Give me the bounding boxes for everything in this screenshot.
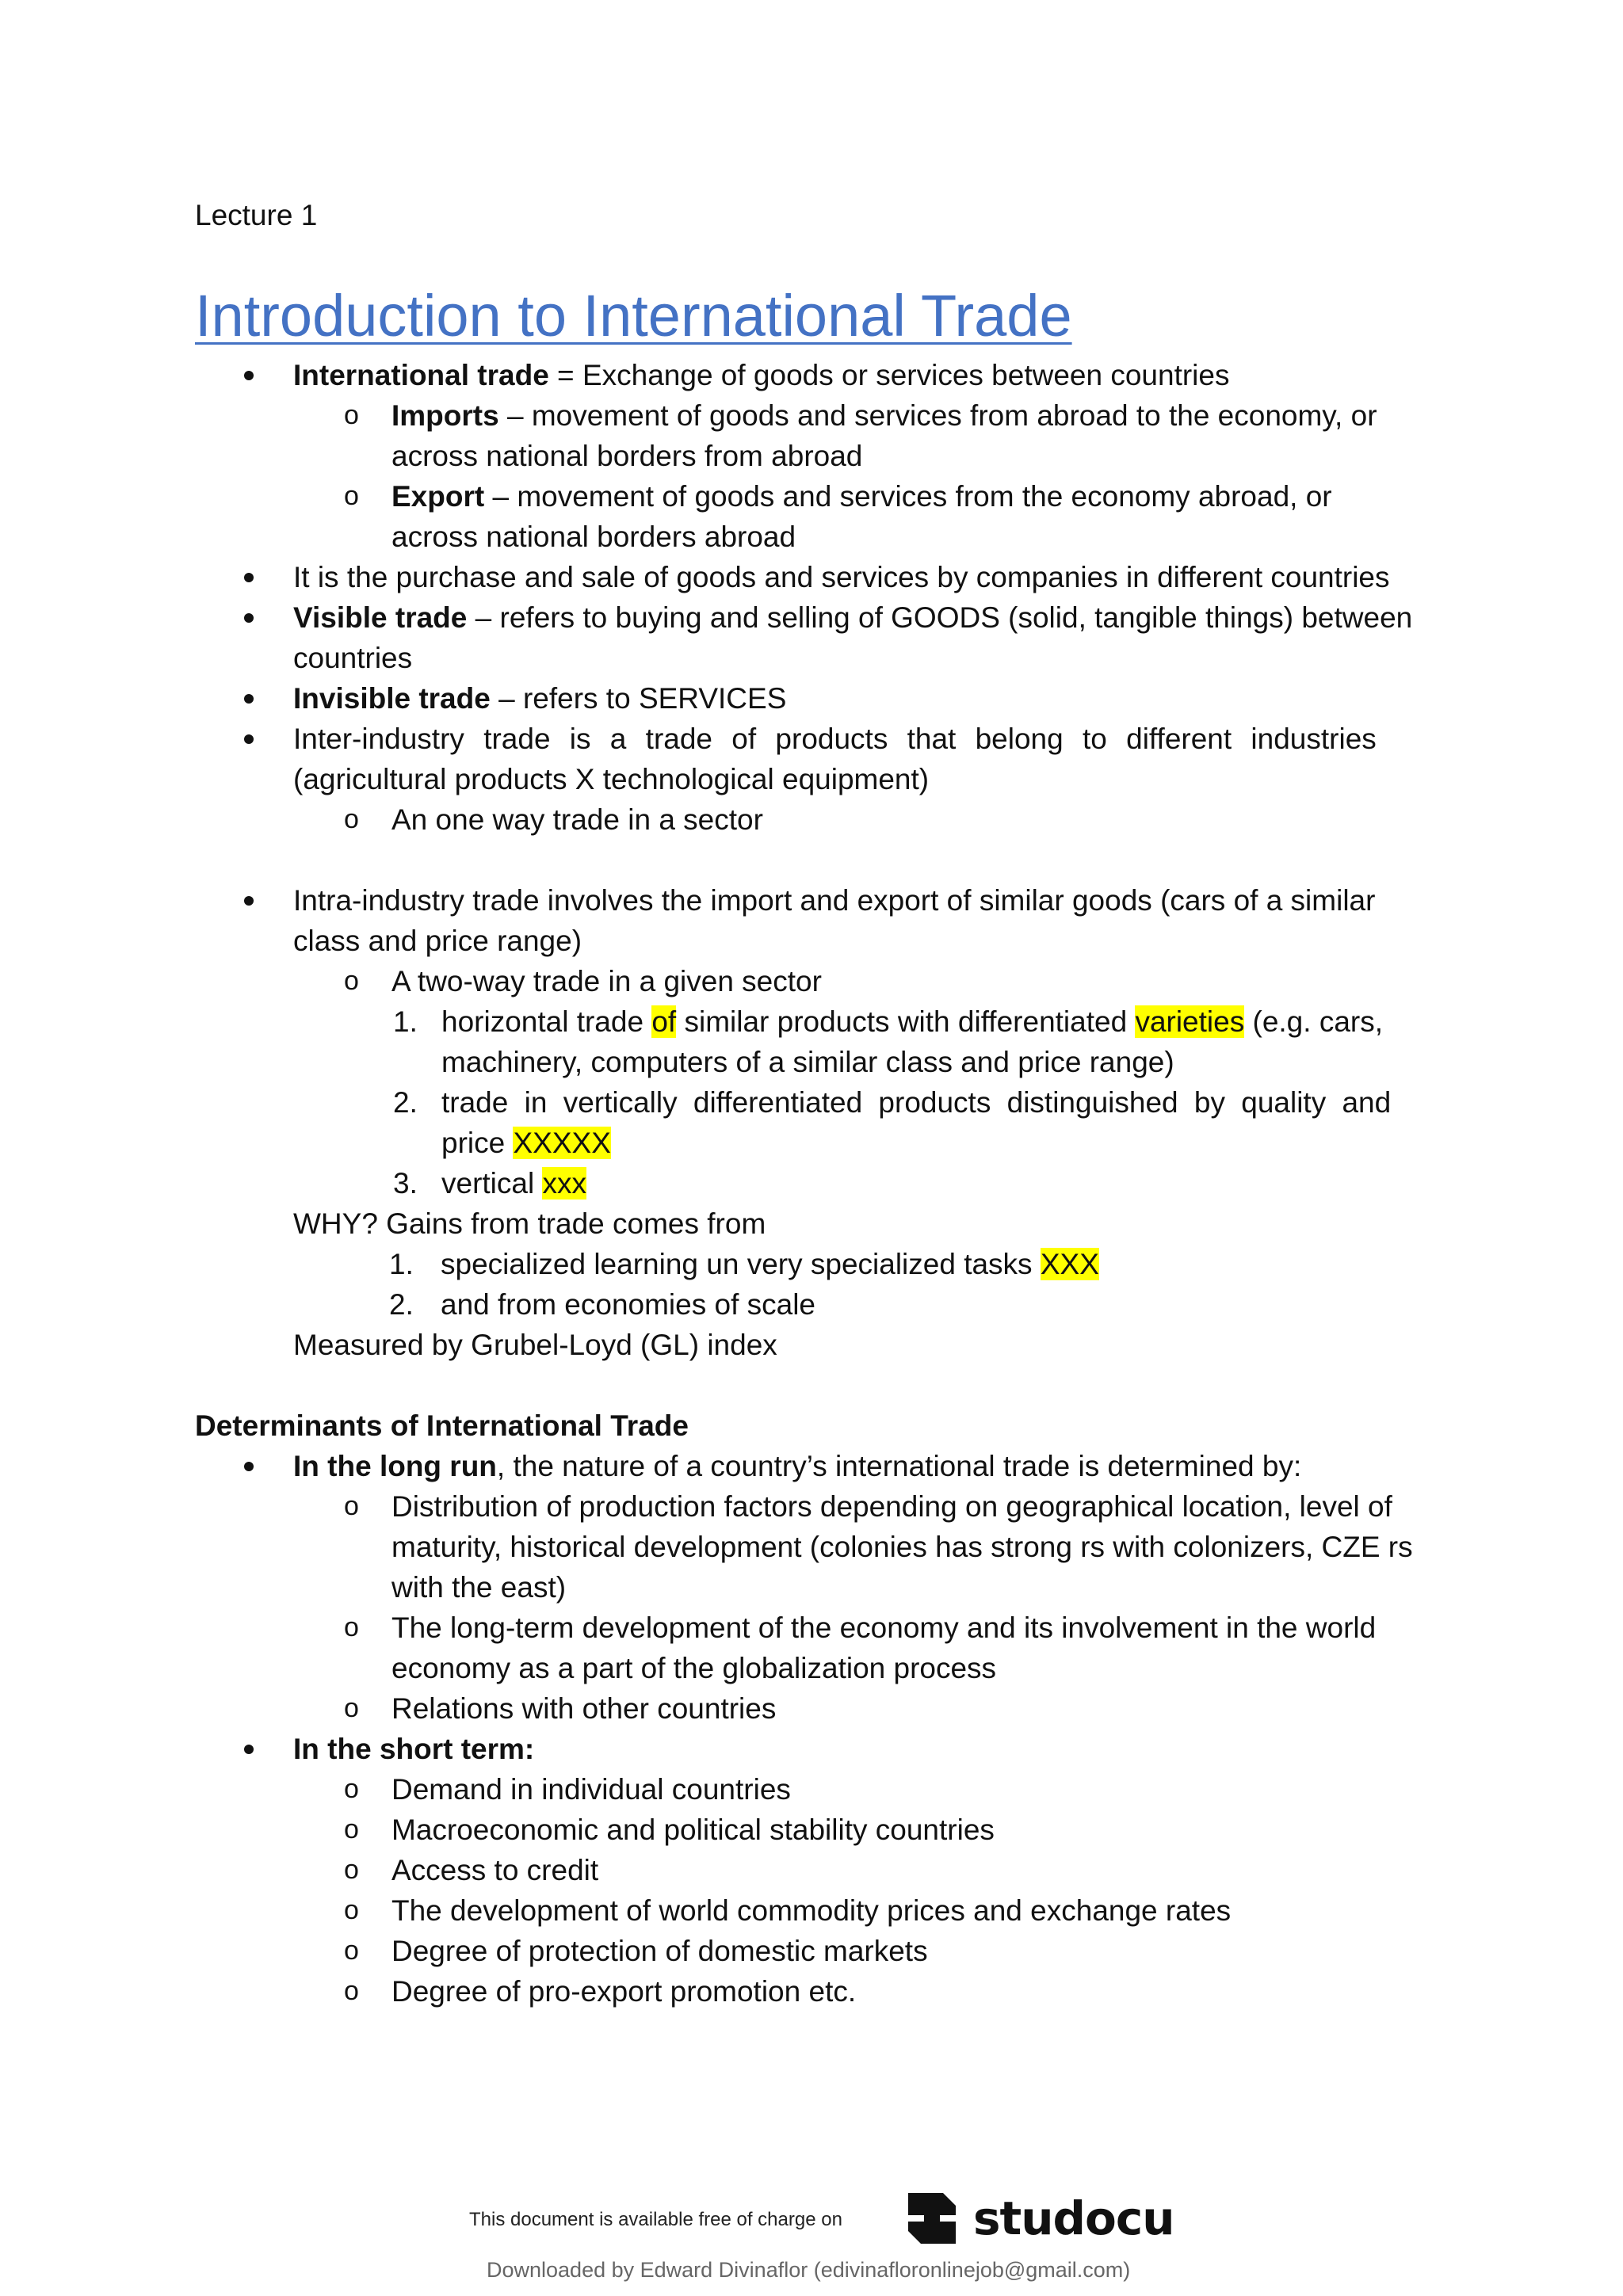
section-heading: Determinants of International Trade	[195, 1409, 689, 1442]
item-text: specialized learning un very specialized tasks	[441, 1248, 1041, 1280]
item-text: – movement of goods and services from abroad to the economy, or	[498, 399, 1377, 432]
circle-bullet-icon: o	[344, 1612, 359, 1642]
item-text: horizontal trade	[441, 1005, 652, 1038]
circle-bullet-icon: o	[344, 1895, 359, 1925]
item-text: Demand in individual countries	[391, 1773, 791, 1806]
item-text: Distribution of production factors depending on geographical location, level of	[391, 1490, 1392, 1523]
document-body	[195, 355, 1436, 2012]
list-item	[195, 1850, 1436, 1890]
circle-bullet-icon: o	[344, 1814, 359, 1844]
circle-bullet-icon: o	[344, 1936, 359, 1966]
numbered-item	[195, 1082, 1436, 1123]
list-item	[195, 1971, 1436, 2012]
list-item	[195, 1729, 1436, 1769]
item-text: – refers to SERVICES	[490, 682, 787, 715]
list-item	[195, 476, 1436, 517]
list-item-continuation: across national borders from abroad	[391, 440, 863, 472]
item-text: Inter-industry trade is a trade of products that belong to different industries	[293, 723, 1377, 755]
term: In the long run	[293, 1450, 497, 1482]
circle-bullet-icon: o	[344, 804, 359, 834]
spacer	[195, 1365, 1436, 1405]
circle-bullet-icon: o	[344, 400, 359, 430]
numbered-item	[195, 1284, 1436, 1325]
footer-availability-text: This document is available free of charge on	[469, 2209, 842, 2230]
item-number: 3.	[393, 1167, 418, 1199]
item-text: similar products with differentiated	[676, 1005, 1136, 1038]
item-text: and from economies of scale	[441, 1288, 816, 1321]
list-item	[195, 799, 1436, 840]
numbered-item	[195, 1001, 1436, 1042]
item-text: price	[441, 1127, 514, 1159]
list-item	[195, 395, 1436, 436]
list-item	[195, 961, 1436, 1001]
item-number: 1.	[389, 1248, 414, 1280]
item-text: A two-way trade in a given sector	[391, 965, 822, 997]
highlighted-text: varieties	[1135, 1005, 1245, 1038]
list-item	[195, 1608, 1436, 1648]
list-item	[195, 880, 1436, 921]
studocu-logo[interactable]	[900, 2187, 1174, 2250]
circle-bullet-icon: o	[344, 1491, 359, 1521]
list-item	[195, 1931, 1436, 1971]
term: Export	[391, 480, 485, 513]
page-title: Introduction to International Trade	[195, 283, 1072, 349]
circle-bullet-icon: o	[344, 966, 359, 996]
spacer	[195, 840, 1436, 880]
list-item	[195, 719, 1436, 759]
list-item	[195, 1810, 1436, 1850]
item-number: 2.	[389, 1288, 414, 1321]
studocu-wordmark: studocu	[973, 2191, 1174, 2245]
circle-bullet-icon: o	[344, 1976, 359, 2006]
list-item-continuation: class and price range)	[293, 925, 582, 957]
list-item	[195, 597, 1436, 638]
list-item-continuation: (agricultural products X technological equipment)	[293, 763, 930, 795]
item-text: Macroeconomic and political stability countries	[391, 1814, 995, 1846]
list-item	[195, 1486, 1436, 1527]
term: Invisible trade	[293, 682, 491, 715]
numbered-item-continuation: machinery, computers of a similar class and price range)	[441, 1046, 1174, 1078]
item-text: trade in vertically differentiated products distinguished by quality and	[441, 1086, 1392, 1119]
highlighted-text: of	[651, 1005, 677, 1038]
list-item	[195, 557, 1436, 597]
highlighted-text: xxx	[542, 1167, 586, 1199]
term: Visible trade	[293, 601, 468, 634]
circle-bullet-icon: o	[344, 1693, 359, 1723]
item-text: It is the purchase and sale of goods and services by companies in different countries	[293, 561, 1390, 593]
list-item	[195, 1688, 1436, 1729]
circle-bullet-icon: o	[344, 1855, 359, 1885]
list-item	[195, 355, 1436, 395]
term: Imports	[391, 399, 499, 432]
why-line: WHY? Gains from trade comes from	[293, 1207, 766, 1240]
numbered-item	[195, 1244, 1436, 1284]
measured-line: Measured by Grubel-Loyd (GL) index	[293, 1329, 777, 1361]
item-text: – refers to buying and selling of GOODS (solid, tangible things) between	[467, 601, 1413, 634]
item-text: Degree of protection of domestic markets	[391, 1935, 928, 1967]
item-text: Relations with other countries	[391, 1692, 777, 1725]
list-item	[195, 1890, 1436, 1931]
item-text: The development of world commodity prices and exchange rates	[391, 1894, 1232, 1927]
highlighted-text: XXX	[1040, 1248, 1099, 1280]
lecture-label: Lecture 1	[195, 199, 318, 231]
list-item-continuation: maturity, historical development (colonies has strong rs with colonizers, CZE rs	[391, 1531, 1413, 1563]
circle-bullet-icon: o	[344, 481, 359, 511]
list-item-continuation: countries	[293, 642, 413, 674]
item-text: (e.g. cars,	[1244, 1005, 1383, 1038]
numbered-item-continuation	[195, 1123, 1436, 1163]
studocu-logo-icon	[900, 2187, 964, 2250]
numbered-item	[195, 1163, 1436, 1203]
highlighted-text: XXXXX	[513, 1127, 611, 1159]
item-number: 2.	[393, 1086, 418, 1119]
item-text: An one way trade in a sector	[391, 803, 763, 836]
term: International trade	[293, 359, 549, 391]
circle-bullet-icon: o	[344, 1774, 359, 1804]
list-item	[195, 678, 1436, 719]
item-text: Intra-industry trade involves the import and export of similar goods (cars of a similar	[293, 884, 1376, 917]
list-item-continuation: with the east)	[391, 1571, 567, 1604]
list-item	[195, 1769, 1436, 1810]
item-text: = Exchange of goods or services between countries	[548, 359, 1230, 391]
list-item	[195, 1446, 1436, 1486]
footer-download-text: Downloaded by Edward Divinaflor (edivinafloronlinejob@gmail.com)	[487, 2258, 1131, 2282]
item-text: – movement of goods and services from the economy abroad, or	[484, 480, 1332, 513]
item-text: Access to credit	[391, 1854, 599, 1886]
item-text: vertical	[441, 1167, 543, 1199]
list-item-continuation: across national borders abroad	[391, 521, 796, 553]
list-item-continuation: economy as a part of the globalization process	[391, 1652, 997, 1684]
item-text: , the nature of a country’s international trade is determined by:	[496, 1450, 1302, 1482]
term: In the short term:	[293, 1733, 535, 1765]
item-text: The long-term development of the economy and its involvement in the world	[391, 1611, 1377, 1644]
item-text: Degree of pro-export promotion etc.	[391, 1975, 857, 2008]
item-number: 1.	[393, 1005, 418, 1038]
